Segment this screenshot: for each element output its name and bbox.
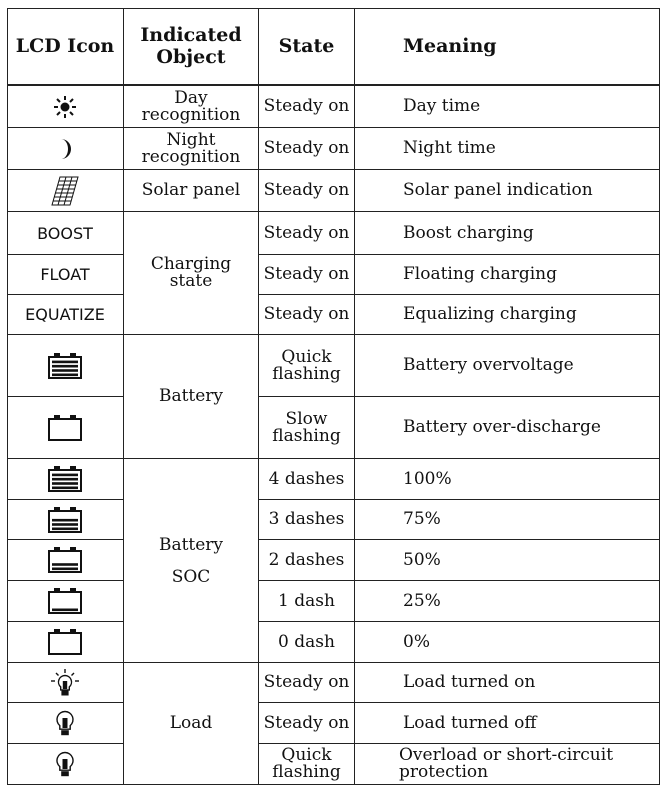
state-cell (259, 128, 354, 169)
battery-full-icon (48, 353, 82, 379)
meaning-text: Load turned off (403, 712, 537, 733)
meaning-text: Battery overvoltage (403, 355, 574, 375)
meaning-cell (355, 295, 659, 334)
state-cell (259, 255, 354, 294)
bulb-off-icon (53, 710, 77, 736)
meaning-cell (355, 744, 659, 784)
equatize-label: EQUATIZE (25, 305, 105, 324)
meaning-text: Day time (403, 96, 481, 116)
header-meaning (355, 8, 659, 84)
table-row-icon (7, 663, 123, 702)
state-text: 3 dashes (268, 509, 345, 529)
state-text: Steady on (263, 712, 350, 733)
state-text: 1 dash (278, 590, 335, 611)
indicated-object-text: Solar panel (141, 180, 241, 200)
battery-empty-icon (48, 415, 82, 441)
group-load (124, 663, 258, 784)
state-text: Steady on (263, 180, 350, 200)
header-lcd-icon (7, 8, 123, 84)
state-cell (259, 397, 354, 458)
table-row-icon (7, 581, 123, 621)
state-text: Steady on (263, 222, 350, 243)
state-cell (259, 459, 354, 499)
meaning-text: Load turned on (403, 672, 536, 692)
state-text: 4 dashes (268, 468, 345, 489)
state-cell (259, 170, 354, 211)
meaning-text: Equalizing charging (403, 304, 577, 324)
meaning-text: Boost charging (403, 222, 534, 243)
meaning-text: 75% (403, 509, 441, 529)
table-border-bottom (7, 784, 660, 785)
header-meaning-label: Meaning (403, 35, 497, 57)
state-text: Quick flashing (272, 745, 341, 782)
group-battery-text: Battery (158, 386, 224, 406)
state-cell (259, 703, 354, 743)
group-battery-soc (124, 459, 258, 662)
table-row-icon (7, 744, 123, 784)
indicated-object-cell (124, 170, 258, 211)
state-cell (259, 86, 354, 127)
bulb-on-icon (48, 669, 82, 697)
group-charging-state-text: Charging state (150, 254, 232, 291)
meaning-cell (355, 622, 659, 662)
group-battery-soc-text: Battery SOC (158, 534, 224, 587)
meaning-cell (355, 86, 659, 127)
header-lcd-icon-label: LCD Icon (15, 35, 115, 57)
group-battery (124, 335, 258, 458)
indicated-object-text: Day recognition (141, 87, 241, 125)
battery-1-dash-icon (48, 588, 82, 614)
sun-icon (53, 95, 77, 119)
state-text: Steady on (263, 96, 350, 116)
battery-0-dash-icon (48, 629, 82, 655)
boost-label-cell (7, 212, 123, 254)
meaning-cell (355, 663, 659, 702)
state-cell (259, 540, 354, 580)
battery-2-dashes-icon (48, 547, 82, 573)
meaning-cell (355, 459, 659, 499)
state-text: Steady on (263, 138, 350, 158)
meaning-text: Night time (403, 138, 496, 158)
state-cell (259, 500, 354, 539)
lcd-icon-table (7, 8, 660, 785)
state-cell (259, 212, 354, 254)
state-text: 0 dash (278, 631, 335, 652)
state-text: Slow flashing (272, 408, 341, 446)
meaning-text: 50% (403, 549, 441, 570)
equatize-label-cell (7, 295, 123, 334)
state-cell (259, 335, 354, 396)
header-indicated-object-label: Indicated Object (140, 24, 242, 68)
indicated-object-text: Night recognition (141, 129, 241, 167)
bulb-off-icon (53, 751, 77, 777)
boost-label: BOOST (37, 223, 93, 243)
meaning-text: Overload or short-circuit protection (399, 745, 614, 782)
group-charging-state (124, 212, 258, 334)
meaning-text: 25% (403, 590, 441, 611)
state-cell (259, 581, 354, 621)
meaning-cell (355, 540, 659, 580)
state-cell (259, 622, 354, 662)
meaning-cell (355, 170, 659, 211)
table-row-icon (7, 128, 123, 169)
table-row-icon (7, 703, 123, 743)
meaning-cell (355, 335, 659, 396)
header-state (259, 8, 354, 84)
state-cell (259, 663, 354, 702)
meaning-text: Battery over-discharge (403, 417, 601, 437)
state-cell (259, 295, 354, 334)
meaning-text: Solar panel indication (403, 180, 593, 200)
meaning-cell (355, 500, 659, 539)
state-text: Steady on (263, 264, 350, 284)
meaning-text: 0% (403, 631, 430, 652)
state-cell (259, 744, 354, 784)
meaning-cell (355, 255, 659, 294)
float-label-cell (7, 255, 123, 294)
table-row-icon (7, 86, 123, 127)
table-row-icon (7, 500, 123, 539)
moon-icon (53, 137, 77, 161)
battery-4-dashes-icon (48, 466, 82, 492)
table-row-icon (7, 540, 123, 580)
table-row-icon (7, 170, 123, 211)
table-row-icon (7, 397, 123, 458)
meaning-cell (355, 212, 659, 254)
float-label: FLOAT (40, 265, 90, 284)
state-text: Steady on (263, 672, 350, 692)
state-text: 2 dashes (268, 549, 345, 570)
group-load-text: Load (169, 713, 213, 733)
indicated-object-cell (124, 86, 258, 127)
meaning-cell (355, 581, 659, 621)
table-row-icon (7, 622, 123, 662)
meaning-text: Floating charging (403, 264, 557, 284)
indicated-object-cell (124, 128, 258, 169)
table-row-icon (7, 459, 123, 499)
state-text: Steady on (263, 304, 350, 324)
solar-panel-icon (51, 176, 79, 206)
table-row-icon (7, 335, 123, 396)
meaning-cell (355, 128, 659, 169)
meaning-text: 100% (403, 468, 452, 489)
header-indicated-object (124, 8, 258, 84)
meaning-cell (355, 703, 659, 743)
header-state-label: State (278, 35, 335, 57)
meaning-cell (355, 397, 659, 458)
state-text: Quick flashing (272, 346, 341, 384)
battery-3-dashes-icon (48, 507, 82, 533)
